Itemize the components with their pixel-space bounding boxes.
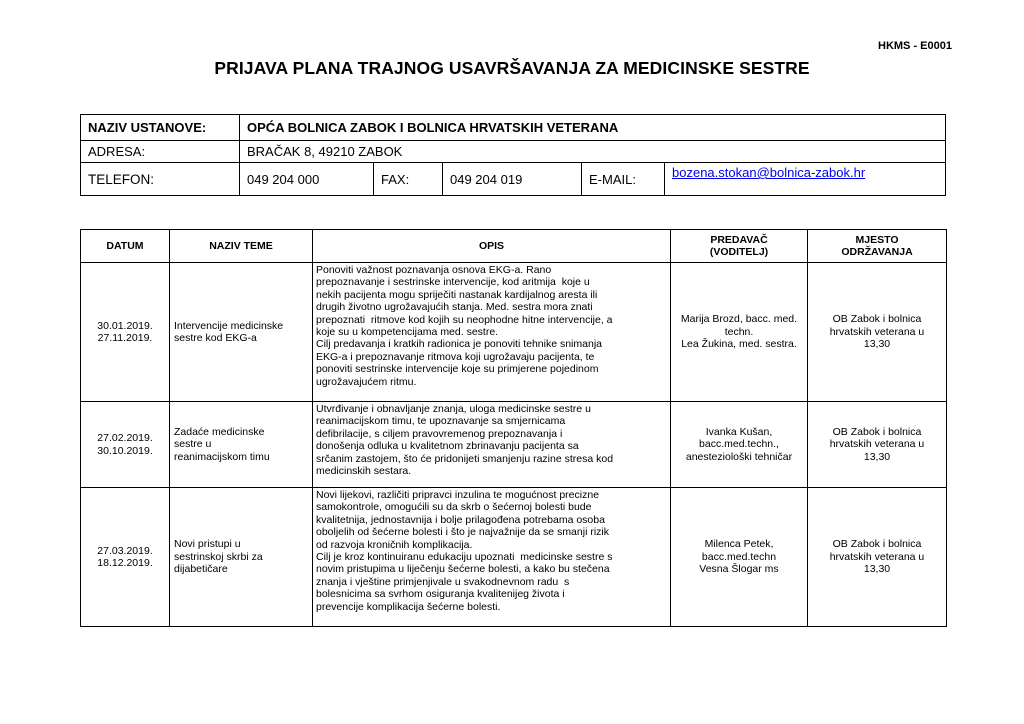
education-plan-table [80, 229, 947, 627]
header-opis: OPIS [313, 230, 671, 263]
row-lecturer: Ivanka Kušan, bacc.med.techn., anesteziološki tehničar [671, 402, 808, 488]
row-lecturer: Milenca Petek, bacc.med.techn Vesna Šlogar ms [671, 488, 808, 627]
row-date: 27.02.2019. 30.10.2019. [81, 402, 170, 488]
row-description: Ponoviti važnost poznavanja osnova EKG-a. Rano prepoznavanje i sestrinske intervencije, kod aritmija koje u nekih pacijenta mogu spriječiti nastanak kardijalnog aresta ili drugih životno ugrožavajućih stanja. Med. sestra mora znati prepoznati ritmove kod kojih su neophodne hitne intervencije, a koje su u kompetencijama med. sestre. Cilj predavanja i kratkih radionica je ponoviti tehnike snimanja EKG-a i prepoznavanje ritmova koji ugrožavaju pacijenta, te ponoviti sestrinske intervencije koje su primjerene pojedinom ugrožavajućem ritmu. [313, 263, 671, 402]
institution-info-table [80, 114, 946, 196]
fax-value: 049 204 019 [443, 163, 582, 196]
row-topic: Zadaće medicinske sestre u reanimacijskom timu [170, 402, 313, 488]
address-value: BRAČAK 8, 49210 ZABOK [240, 141, 946, 163]
table-row [81, 263, 947, 402]
email-link[interactable]: bozena.stokan@bolnica-zabok.hr [665, 163, 946, 196]
form-code: HKMS - E0001 [878, 40, 952, 52]
row-description: Utvrđivanje i obnavljanje znanja, uloga medicinske sestre u reanimacijskom timu, te upoznavanje sa smjernicama defibrilacije, s ciljem pravovremenog prepoznavanja i donošenja odluka u kvalitetnom zbrinavanju pacijenta sa srčanim zastojem, što će pridonijeti smanjenju razine stresa kod medicinskih sestara. [313, 402, 671, 488]
plan-header-row [81, 230, 947, 263]
header-predavac: PREDAVAČ (VODITELJ) [671, 230, 808, 263]
row-location: OB Zabok i bolnica hrvatskih veterana u 13,30 [808, 402, 947, 488]
table-row [81, 402, 947, 488]
header-mjesto: MJESTO ODRŽAVANJA [808, 230, 947, 263]
institution-name-value: OPĆA BOLNICA ZABOK I BOLNICA HRVATSKIH VETERANA [240, 115, 946, 141]
address-row [81, 141, 946, 163]
address-label: ADRESA: [81, 141, 240, 163]
phone-label: TELEFON: [81, 163, 240, 196]
row-date: 27.03.2019. 18.12.2019. [81, 488, 170, 627]
fax-label: FAX: [374, 163, 443, 196]
row-lecturer: Marija Brozd, bacc. med. techn. Lea Žukina, med. sestra. [671, 263, 808, 402]
institution-name-row [81, 115, 946, 141]
row-location: OB Zabok i bolnica hrvatskih veterana u 13,30 [808, 263, 947, 402]
email-label: E-MAIL: [582, 163, 665, 196]
header-datum: DATUM [81, 230, 170, 263]
phone-value: 049 204 000 [240, 163, 374, 196]
row-description: Novi lijekovi, različiti pripravci inzulina te mogućnost precizne samokontrole, omogućili su da skrb o šećernoj bolesti bude kvalitetnija, jednostavnija i bolje prilagođena potrebama osoba oboljelih od šećerne bolesti i što je najvažnije da se smanji rizik od razvoja kroničnih komplikacija. Cilj je kroz kontinuiranu edukaciju upoznati medicinske sestre s novim pristupima u liječenju šećerne bolesti, a kako bu stečena znanja i vještine primjenjivale u svakodnevnom radu s bolesnicima sa svrhom osiguranja kvalitenijeg života i prevencije komplikacija šećerne bolesti. [313, 488, 671, 627]
row-location: OB Zabok i bolnica hrvatskih veterana u 13,30 [808, 488, 947, 627]
table-row [81, 488, 947, 627]
contact-row [81, 163, 946, 196]
institution-name-label: NAZIV USTANOVE: [81, 115, 240, 141]
row-topic: Intervencije medicinske sestre kod EKG-a [170, 263, 313, 402]
page-title: PRIJAVA PLANA TRAJNOG USAVRŠAVANJA ZA MEDICINSKE SESTRE [214, 58, 810, 78]
row-date: 30.01.2019. 27.11.2019. [81, 263, 170, 402]
row-topic: Novi pristupi u sestrinskoj skrbi za dijabetičare [170, 488, 313, 627]
header-naziv-teme: NAZIV TEME [170, 230, 313, 263]
